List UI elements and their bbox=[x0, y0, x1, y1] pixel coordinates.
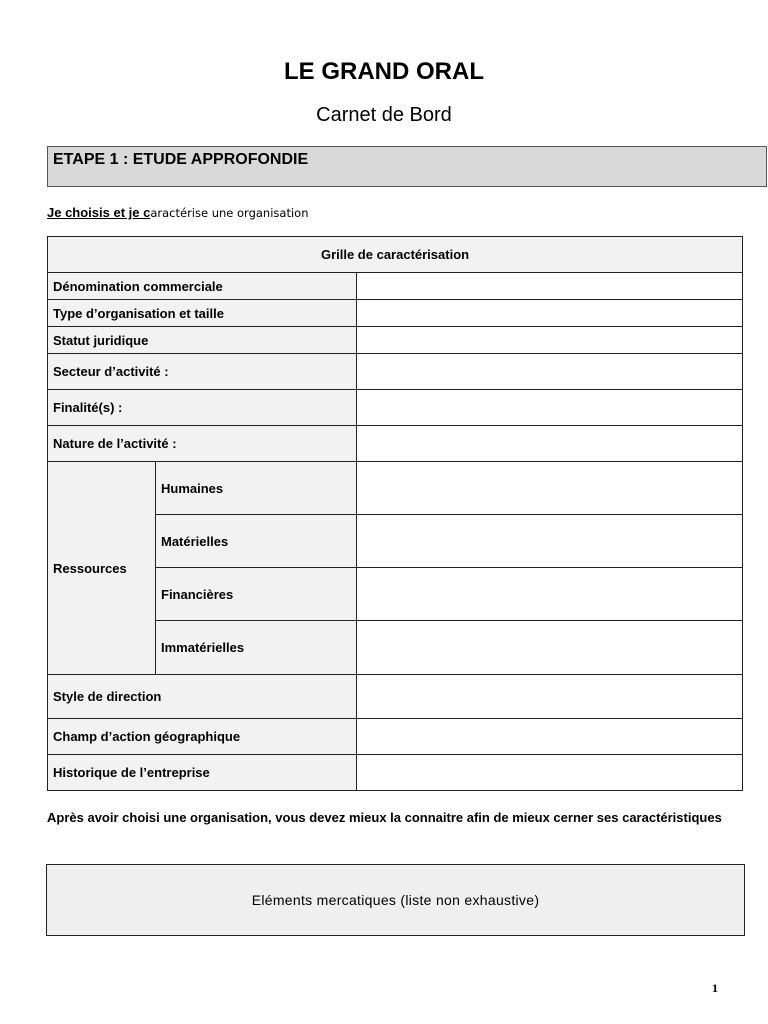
step-heading-box bbox=[47, 146, 767, 187]
row-value-nature[interactable] bbox=[357, 426, 743, 462]
row-value-secteur[interactable] bbox=[357, 354, 743, 390]
row-value-humaines[interactable] bbox=[357, 462, 743, 515]
row-label-humaines: Humaines bbox=[156, 462, 357, 515]
row-value-statut[interactable] bbox=[357, 327, 743, 354]
row-label-style: Style de direction bbox=[48, 675, 357, 719]
row-label-secteur: Secteur d’activité : bbox=[48, 354, 357, 390]
characterization-grid bbox=[47, 236, 743, 791]
row-label-immaterielles: Immatérielles bbox=[156, 621, 357, 675]
row-value-materielles[interactable] bbox=[357, 515, 743, 568]
row-value-finalites[interactable] bbox=[357, 390, 743, 426]
grid-title: Grille de caractérisation bbox=[48, 237, 743, 273]
mercatique-heading: Eléments mercatiques (liste non exhaustive) bbox=[251, 892, 540, 908]
row-label-denomination: Dénomination commerciale bbox=[48, 273, 357, 300]
row-value-financieres[interactable] bbox=[357, 568, 743, 621]
step-heading: ETAPE 1 : ETUDE APPROFONDIE bbox=[53, 151, 309, 168]
mercatique-box bbox=[46, 864, 745, 936]
intro-underlined: Je choisis et je c bbox=[47, 205, 151, 220]
row-label-nature: Nature de l’activité : bbox=[48, 426, 357, 462]
row-value-immaterielles[interactable] bbox=[357, 621, 743, 675]
row-value-type[interactable] bbox=[357, 300, 743, 327]
row-label-financieres: Financières bbox=[156, 568, 357, 621]
page-number: 1 bbox=[712, 981, 718, 995]
row-label-materielles: Matérielles bbox=[156, 515, 357, 568]
row-label-finalites: Finalité(s) : bbox=[48, 390, 357, 426]
row-value-style[interactable] bbox=[357, 675, 743, 719]
row-value-historique[interactable] bbox=[357, 755, 743, 791]
row-label-type: Type d’organisation et taille bbox=[48, 300, 357, 327]
row-value-champ[interactable] bbox=[357, 719, 743, 755]
document-title: LE GRAND ORAL bbox=[284, 58, 484, 85]
row-label-champ: Champ d’action géographique bbox=[48, 719, 357, 755]
intro-line bbox=[47, 205, 309, 220]
document-subtitle: Carnet de Bord bbox=[316, 104, 452, 126]
intro-rest: aractérise une organisation bbox=[150, 206, 309, 220]
row-label-ressources: Ressources bbox=[48, 462, 156, 675]
row-value-denomination[interactable] bbox=[357, 273, 743, 300]
row-label-statut: Statut juridique bbox=[48, 327, 357, 354]
row-label-historique: Historique de l’entreprise bbox=[48, 755, 357, 791]
instruction-note: Après avoir choisi une organisation, vous devez mieux la connaitre afin de mieux cerner ses caractéristiques bbox=[47, 810, 722, 825]
